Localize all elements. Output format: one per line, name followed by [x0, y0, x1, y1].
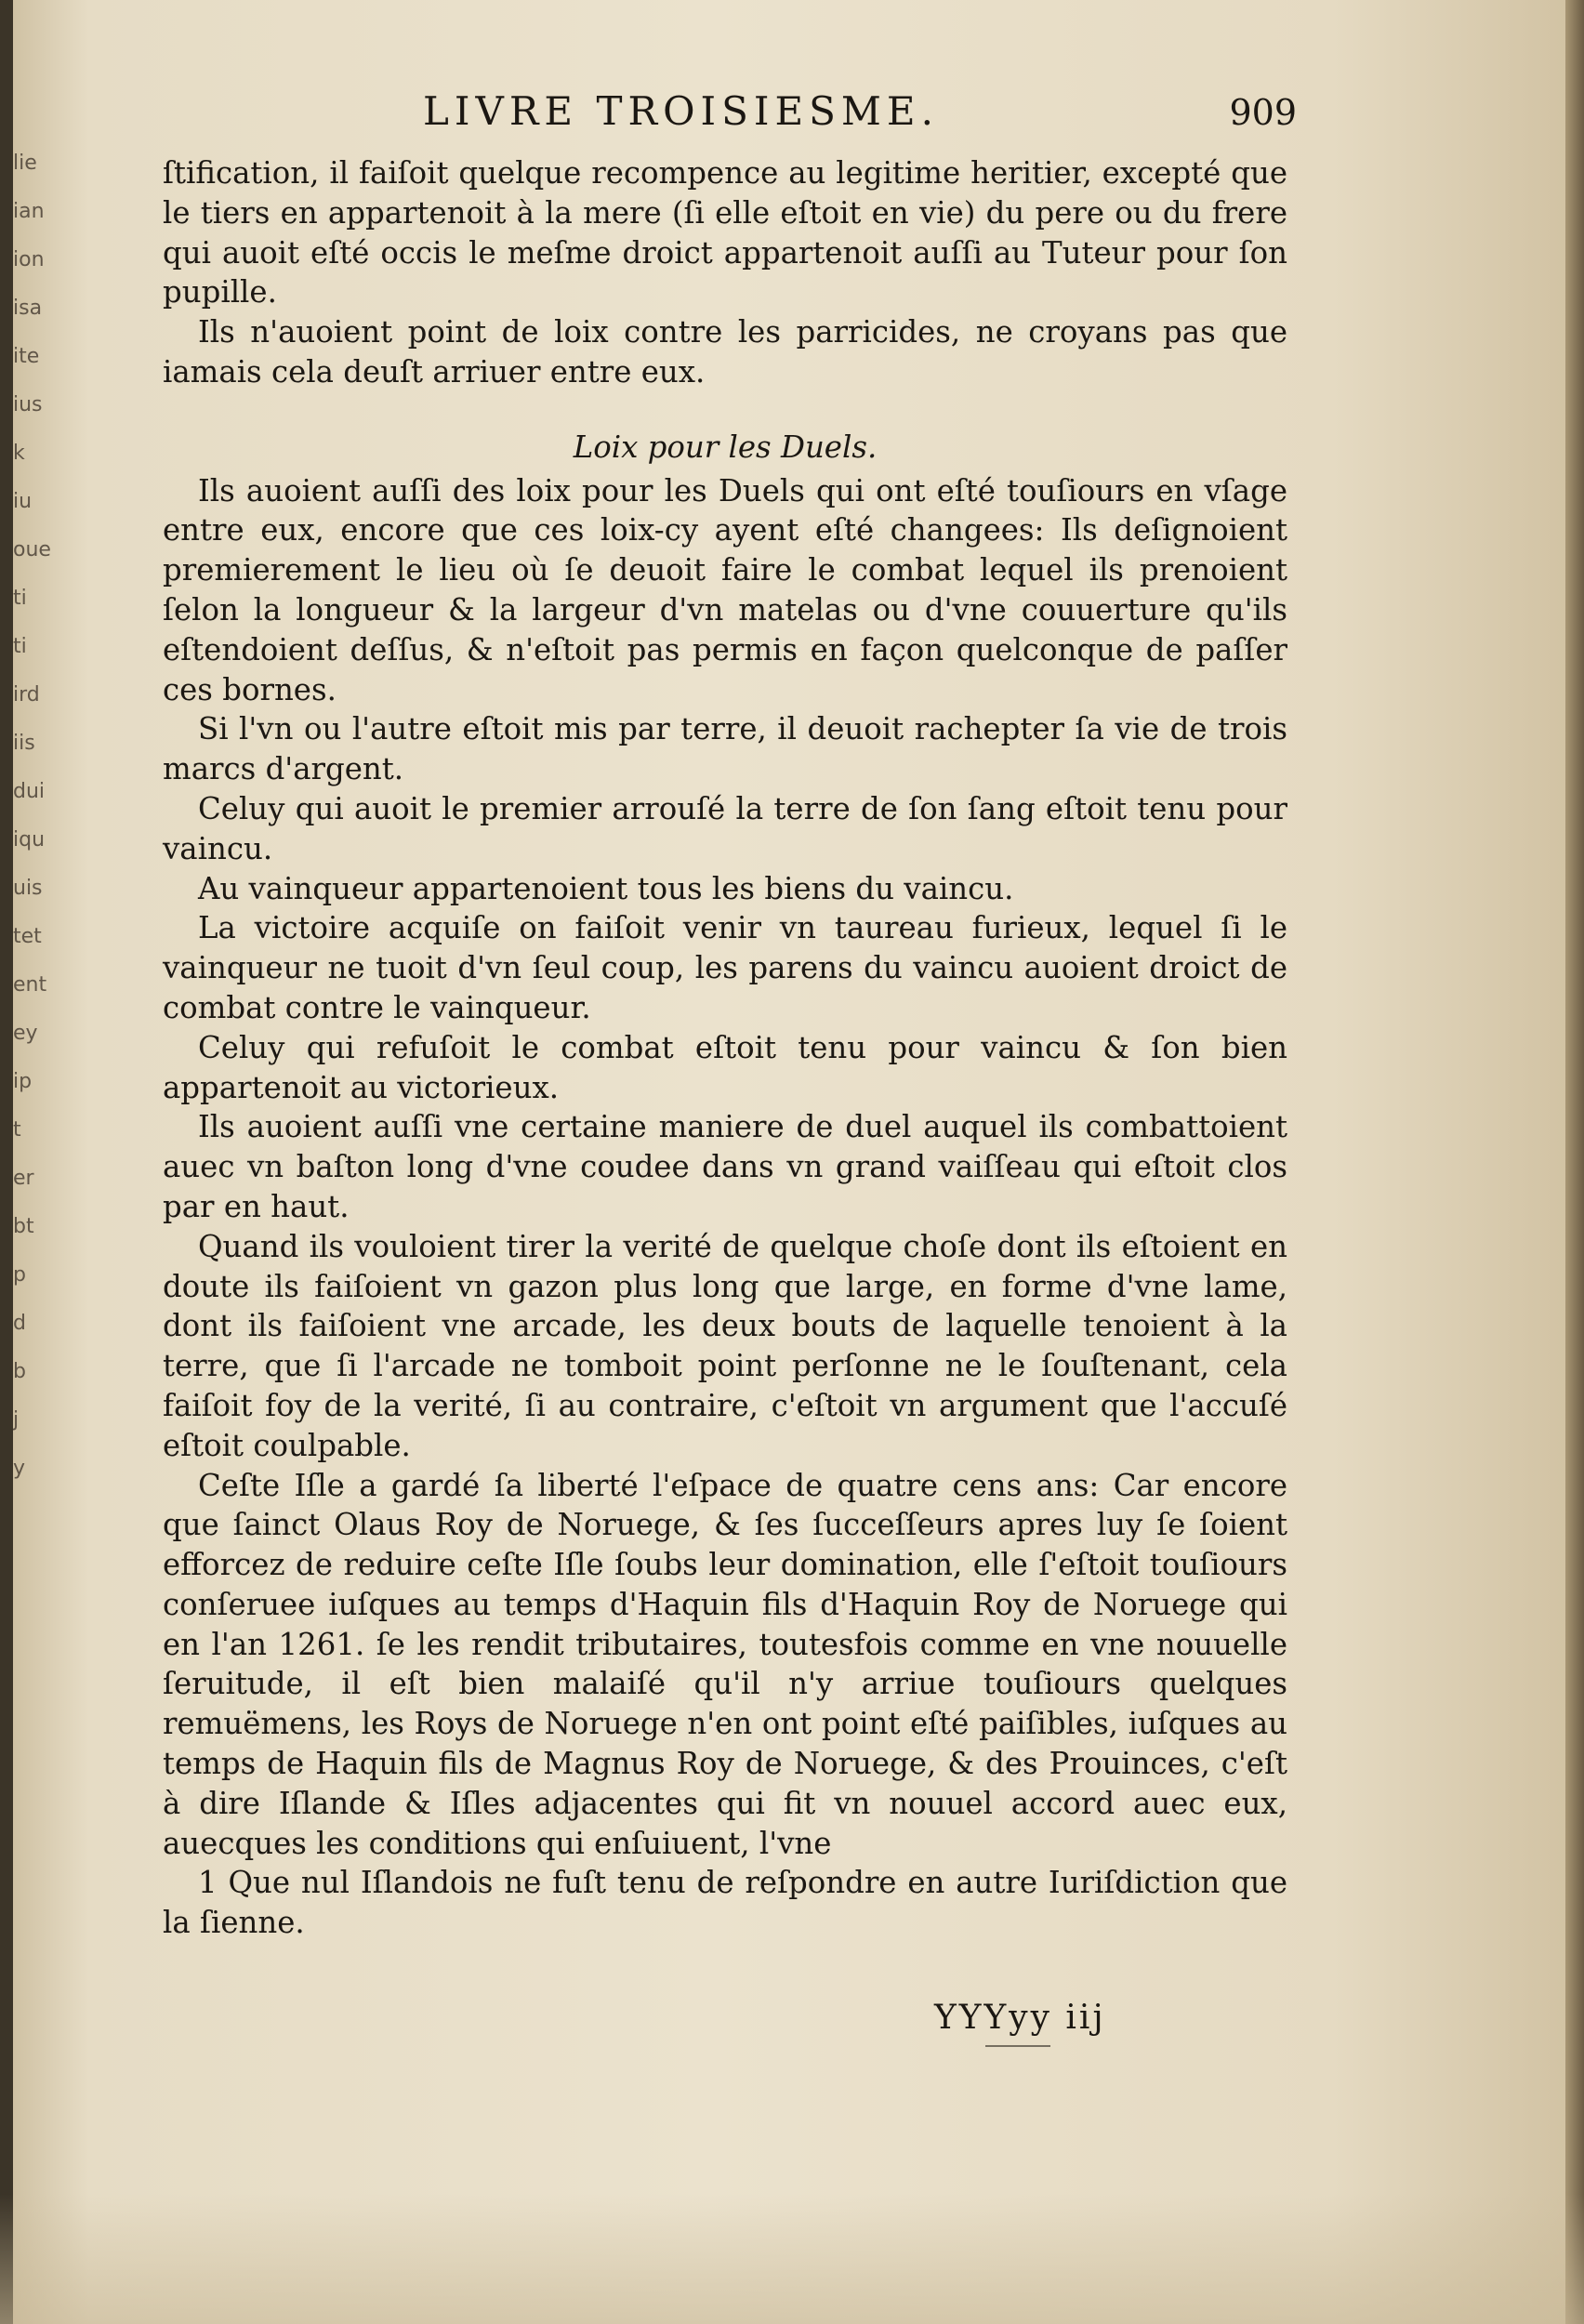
gutter-mark: p	[13, 1263, 26, 1287]
gutter-mark: ion	[13, 248, 45, 271]
paragraph: Au vainqueur appartenoient tous les biens du vaincu.	[198, 870, 1014, 906]
paragraph: Celuy qui refuſoit le combat eſtoit tenu pour vaincu & ſon bien appartenoit au victorieux.	[163, 1029, 1287, 1105]
gutter-mark: isa	[13, 297, 43, 320]
gutter-mark: ti	[13, 587, 27, 610]
gutter-mark: oue	[13, 538, 51, 561]
gutter-mark: j	[13, 1408, 20, 1432]
gutter-mark: ian	[13, 200, 45, 223]
signature-mark: YYYyy iij	[934, 1999, 1106, 2037]
paragraph: Celuy qui auoit le premier arrouſé la terre de ſon ſang eſtoit tenu pour vaincu.	[163, 790, 1287, 866]
gutter-mark: bt	[13, 1215, 34, 1238]
gutter-mark: d	[13, 1312, 26, 1335]
gutter-mark: iis	[13, 732, 35, 755]
paragraph: Ils auoient auſſi des loix pour les Duels qui ont eſté touſiours en vſage entre eux, encore que ces loix-cy ayent eſté changees: Ils deſignoient premierement le lieu où ſe deuoit faire le combat lequel ils prenoient ſelon la longueur & la largeur d'vn matelas ou d'vne couuerture qu'ils eſtendoient deſſus, & n'eſtoit pas permis en façon quelconque de paſſer ces bornes.	[163, 472, 1287, 707]
gutter-mark: t	[13, 1118, 21, 1142]
paragraph: 1 Que nul Iſlandois ne fuſt tenu de reſpondre en autre Iuriſdiction que la ſienne.	[163, 1865, 1287, 1941]
gutter-mark: ent	[13, 973, 47, 997]
gutter-mark: ti	[13, 635, 27, 658]
running-title: LIVRE TROISIESME.	[423, 88, 939, 134]
body-text	[163, 153, 1287, 1943]
page-number: 909	[1229, 92, 1297, 133]
gutter-mark: tet	[13, 925, 42, 948]
gutter-mark: uis	[13, 877, 43, 900]
gutter-mark: ite	[13, 345, 40, 368]
gutter-mark: k	[13, 442, 25, 465]
gutter-mark: ius	[13, 393, 43, 416]
paragraph: Si l'vn ou l'autre eſtoit mis par terre, il deuoit rachepter ſa vie de trois marcs d'argent.	[163, 711, 1287, 787]
page-header	[163, 88, 1297, 144]
facing-page-gutter-marks	[13, 139, 50, 2045]
paragraph: ſtification, il faiſoit quelque recompence au legitime heritier, excepté que le tiers en appartenoit à la mere (ſi elle eſtoit en vie) du pere ou du frere qui auoit eſté occis le meſme droict appartenoit auſſi au Tuteur pour ſon pupille.	[163, 155, 1287, 310]
gutter-mark: dui	[13, 780, 46, 803]
book-spine	[0, 0, 13, 2324]
paragraph: Ceſte Iſle a gardé ſa liberté l'eſpace de quatre cens ans: Car encore que ſainct Olaus Roy de Noruege, & ſes ſucceſſeurs apres luy ſe ſoient efforcez de reduire ceſte Iſle ſoubs leur domination, elle ſ'eſtoit touſiours conſeruee iuſques au temps d'Haquin fils d'Haquin Roy de Noruege qui en l'an 1261. ſe les rendit tributaires, toutesfois comme en vne nouuelle ſeruitude, il eſt bien malaiſé qu'il n'y arriue touſiours quelques remuëmens, les Roys de Noruege n'en ont point eſté paiſibles, iuſques au temps de Haquin fils de Magnus Roy de Noruege, & des Prouinces, c'eſt à dire Iſlande & Iſles adjacentes qui fit vn nouuel accord auec eux, auecques les conditions qui enſuiuent, l'vne	[163, 1467, 1287, 1861]
gutter-mark: ey	[13, 1022, 38, 1045]
page-edge	[1565, 0, 1584, 2324]
gutter-mark: er	[13, 1167, 34, 1190]
paragraph: Ils n'auoient point de loix contre les parricides, ne croyans pas que iamais cela deuſt arriuer entre eux.	[163, 314, 1287, 390]
gutter-mark: iu	[13, 490, 33, 513]
signature-underline	[985, 2045, 1050, 2047]
paragraph: La victoire acquiſe on faiſoit venir vn taureau furieux, lequel ſi le vainqueur ne tuoit d'vn ſeul coup, les parens du vaincu auoient droict de combat contre le vainqueur.	[163, 910, 1287, 1025]
gutter-mark: y	[13, 1457, 26, 1480]
gutter-mark: lie	[13, 152, 37, 175]
paragraph: Quand ils vouloient tirer la verité de quelque choſe dont ils eſtoient en doute ils faiſoient vn gazon plus long que large, en forme d'vne lame, dont ils faiſoient vne arcade, les deux bouts de laquelle tenoient à la terre, que ſi l'arcade ne tomboit point perſonne ne le ſouſtenant, cela faiſoit foy de la verité, ſi au contraire, c'eſtoit vn argument que l'accuſé eſtoit coulpable.	[163, 1228, 1287, 1463]
gutter-mark: ird	[13, 683, 40, 706]
gutter-mark: iqu	[13, 828, 46, 852]
paper-stain	[0, 2194, 1584, 2324]
paragraph: Ils auoient auſſi vne certaine maniere de duel auquel ils combattoient auec vn baſton long d'vne coudee dans vn grand vaiſſeau qui eſtoit clos par en haut.	[163, 1109, 1287, 1224]
gutter-mark: b	[13, 1360, 26, 1383]
section-heading: Loix pour les Duels.	[573, 429, 878, 465]
gutter-mark: ip	[13, 1070, 33, 1093]
